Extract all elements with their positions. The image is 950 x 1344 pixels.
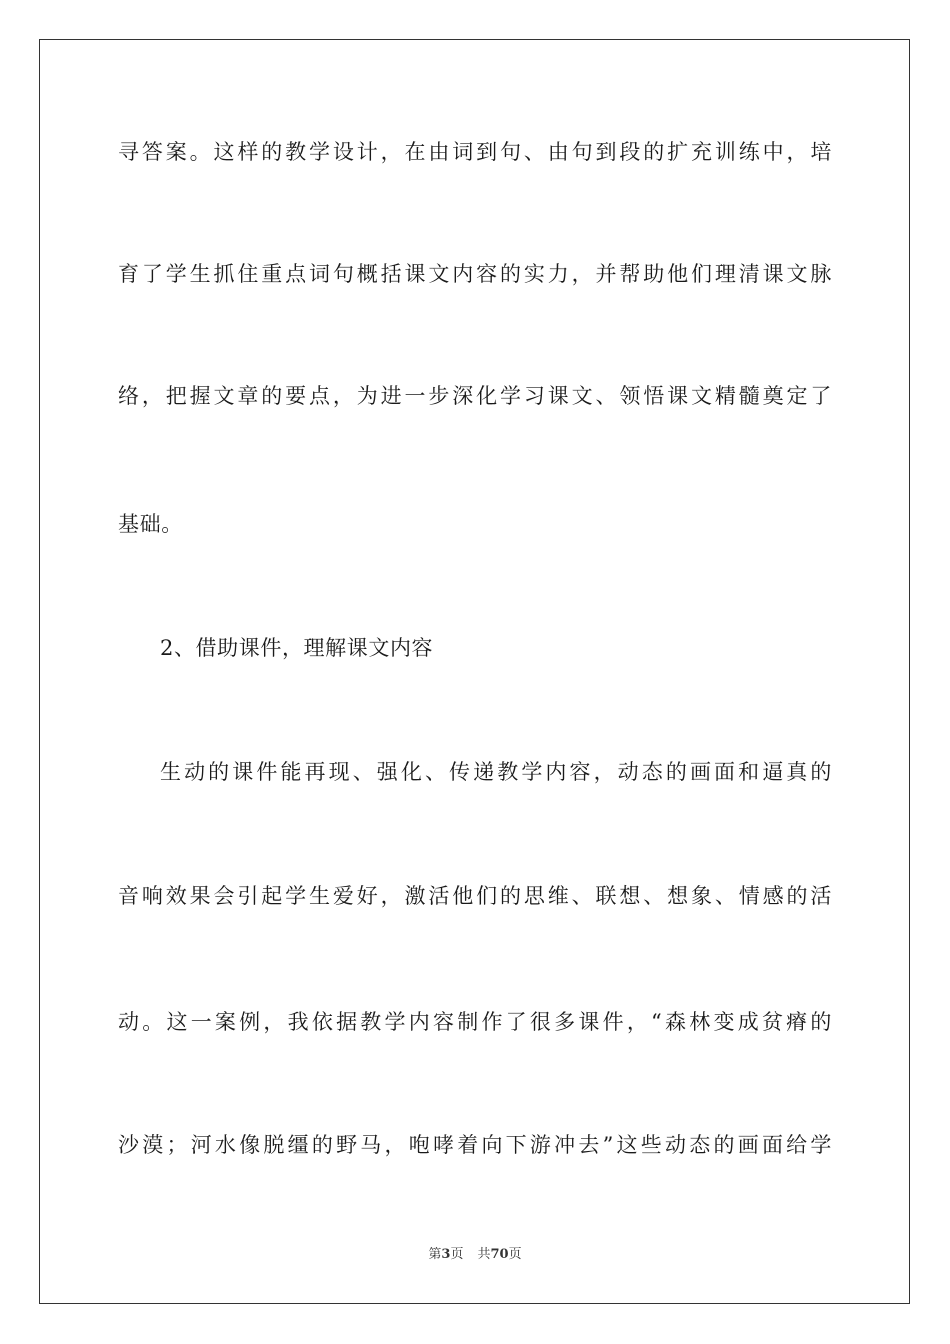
- page-label-prefix: 第: [428, 1247, 442, 1262]
- paragraph-line-2: 育了学生抓住重点词句概括课文内容的实力，并帮助他们理清课文脉: [118, 262, 832, 286]
- paragraph-line-1: 寻答案。这样的教学设计，在由词到句、由句到段的扩充训练中，培: [118, 140, 832, 164]
- paragraph-line-6: 音响效果会引起学生爱好，激活他们的思维、联想、想象、情感的活: [118, 884, 832, 908]
- total-label-suffix: 页: [508, 1247, 522, 1262]
- page-label-suffix: 页: [450, 1247, 464, 1262]
- page-border: [39, 39, 910, 1304]
- page-footer: [0, 1246, 950, 1264]
- total-label-prefix: 共: [477, 1247, 491, 1262]
- section-heading: 2、借助课件，理解课文内容: [160, 636, 434, 660]
- paragraph-line-7: 动。这一案例，我依据教学内容制作了很多课件，“森林变成贫瘠的: [118, 1010, 832, 1034]
- paragraph-line-3: 络，把握文章的要点，为进一步深化学习课文、领悟课文精髓奠定了: [118, 384, 832, 408]
- total-pages: 70: [490, 1247, 509, 1262]
- paragraph-line-4: 基础。: [118, 512, 183, 536]
- page-number: 3: [441, 1247, 451, 1262]
- paragraph-line-5: 生动的课件能再现、强化、传递教学内容，动态的画面和逼真的: [160, 760, 832, 784]
- paragraph-line-8: 沙漠；河水像脱缰的野马，咆哮着向下游冲去”这些动态的画面给学: [118, 1133, 832, 1157]
